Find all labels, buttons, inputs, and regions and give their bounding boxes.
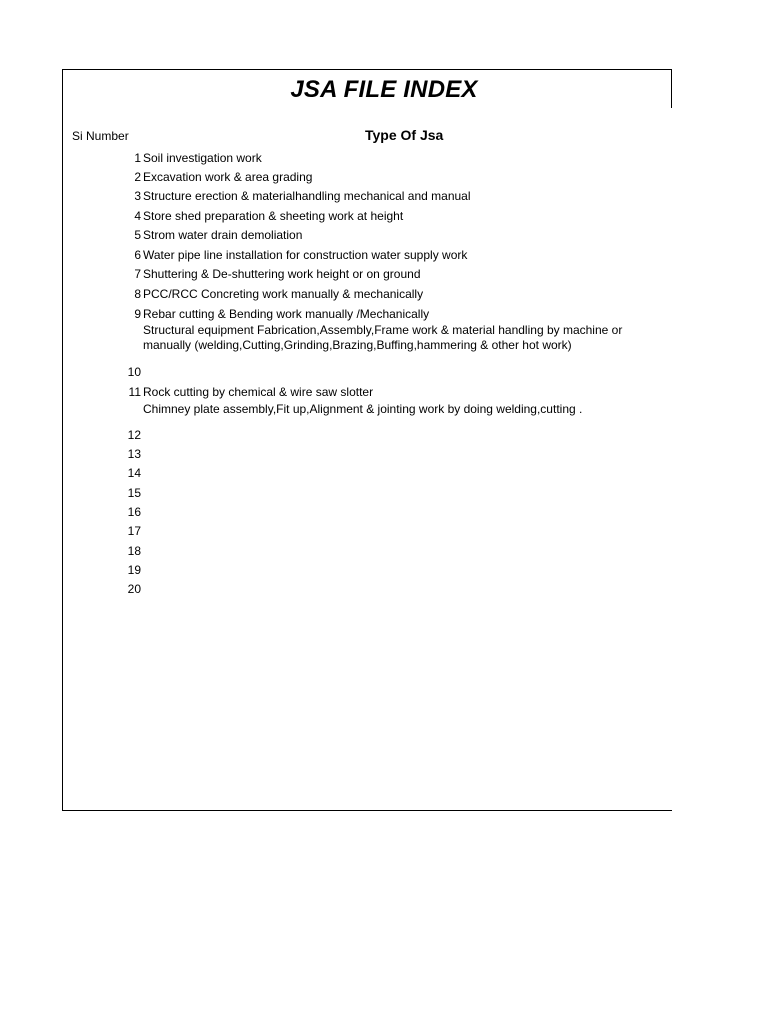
row-number: 15 [127, 486, 141, 500]
row-text: Structural equipment Fabrication,Assembly,Frame work & material handling by machine or manually (welding,Cutting,Grinding,Brazing,Buffing,hammering & other hot work) [143, 323, 623, 352]
row-text: Store shed preparation & sheeting work at height [143, 209, 404, 223]
row-number: 4 [134, 209, 141, 223]
row-text: Structure erection & materialhandling mechanical and manual [143, 189, 471, 203]
row-number: 20 [127, 582, 141, 596]
row-number: 8 [134, 287, 141, 301]
row-text: Chimney plate assembly,Fit up,Alignment & jointing work by doing welding,cutting . [143, 402, 583, 416]
row-number: 9 [134, 307, 141, 321]
row-number: 5 [134, 228, 141, 242]
row-number: 3 [134, 189, 141, 203]
column-header-number: Si Number [72, 129, 129, 143]
row-text: Water pipe line installation for construction water supply work [143, 248, 468, 262]
row-text: Shuttering & De-shuttering work height or on ground [143, 267, 421, 281]
row-number: 18 [127, 544, 141, 558]
row-text: Rock cutting by chemical & wire saw slotter [143, 385, 374, 399]
row-number: 11 [128, 385, 141, 399]
row-text: Rebar cutting & Bending work manually /Mechanically [143, 307, 430, 321]
row-number: 17 [127, 524, 141, 538]
row-text: PCC/RCC Concreting work manually & mechanically [143, 287, 424, 301]
row-number: 13 [127, 447, 141, 461]
row-number: 19 [127, 563, 141, 577]
row-number: 7 [134, 267, 141, 281]
row-number: 10 [127, 365, 141, 379]
row-number: 1 [134, 151, 141, 165]
row-text: Strom water drain demoliation [143, 228, 303, 242]
row-text: Soil investigation work [143, 151, 262, 165]
row-number: 16 [127, 505, 141, 519]
row-number: 14 [127, 466, 141, 480]
row-number: 6 [134, 248, 141, 262]
row-text: Excavation work & area grading [143, 170, 313, 184]
row-number: 2 [134, 170, 141, 184]
document-title: JSA FILE INDEX [290, 76, 478, 103]
row-number: 12 [127, 428, 141, 442]
column-header-type: Type Of Jsa [365, 127, 444, 143]
